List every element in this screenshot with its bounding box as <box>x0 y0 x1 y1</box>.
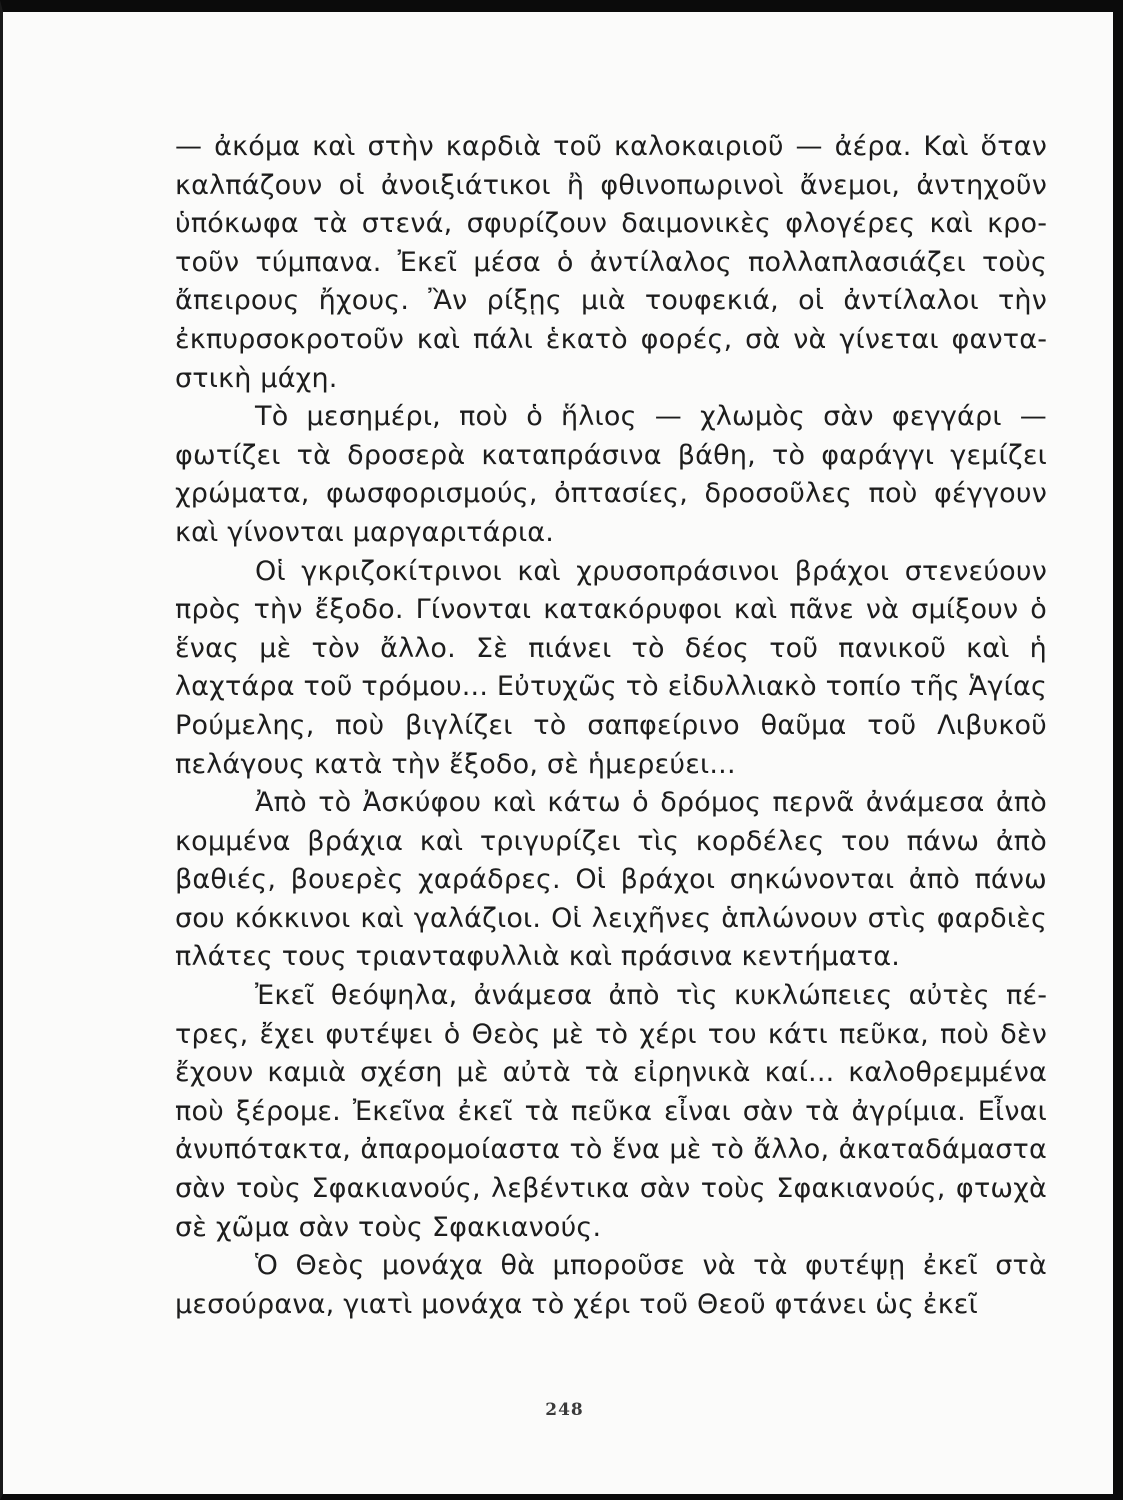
paragraph-god: Ὁ Θεὸς μονάχα θὰ μποροῦσε νὰ τὰ φυτέψῃ ἐκεῖ στὰ μεσούρανα, γιατὶ μονάχα τὸ χέρι τοῦ Θεοῦ φτάνει ὡς ἐκεῖ <box>175 1250 1047 1320</box>
paragraph-continuation: — ἀκόμα καὶ στὴν καρδιὰ τοῦ καλοκαιριοῦ — ἀέρα. Καὶ ὅταν καλπάζουν οἱ ἀνοιξιάτικοι ἢ φθινοπωρινοὶ ἄνεμοι, ἀντηχοῦν ὑπόκωφα τὰ στενά, σφυρίζουν δαιμονικὲς φλογέρες καὶ κροτοῦν τύμπανα. Ἐκεῖ μέσα ὁ ἀντίλαλος πολλαπλασιάζει τοὺς ἄπειρους ἤχους. Ἂν ρίξῃς μιὰ τουφεκιά, οἱ ἀντίλαλοι τὴν ἐκπυρσοκροτοῦν καὶ πάλι ἑκατὸ φορές, σὰ νὰ γίνεται φανταστικὴ μάχη. <box>175 131 1047 394</box>
page-number: 248 <box>545 1400 584 1420</box>
paragraph-noon: Τὸ μεσημέρι, ποὺ ὁ ἥλιος — χλωμὸς σὰν φεγγάρι — φωτίζει τὰ δροσερὰ καταπράσινα βάθη, τὸ φαράγγι γεμίζει χρώματα, φωσφορισμούς, ὀπτασίες, δροσοῦλες ποὺ φέγγουν καὶ γίνονται μαργαριτάρια. <box>175 401 1047 548</box>
page-body-text <box>175 128 1047 1324</box>
paragraph-pines: Ἐκεῖ θεόψηλα, ἀνάμεσα ἀπὸ τὶς κυκλώπειες αὐτὲς πέτρες, ἔχει φυτέψει ὁ Θεὸς μὲ τὸ χέρι του κάτι πεῦκα, ποὺ δὲν ἔχουν καμιὰ σχέση μὲ αὐτὰ τὰ εἰρηνικὰ καί... καλοθρεμμένα ποὺ ξέρομε. Ἐκεῖνα ἐκεῖ τὰ πεῦκα εἶναι σὰν τὰ ἀγρίμια. Εἶναι ἀνυπότακτα, ἀπαρομοίαστα τὸ ἕνα μὲ τὸ ἄλλο, ἀκαταδάμαστα σὰν τοὺς Σφακιανούς, λεβέντικα σὰν τοὺς Σφακιανούς, φτωχὰ σὲ χῶμα σὰν τοὺς Σφακιανούς. <box>175 980 1047 1243</box>
paragraph-askyfou: Ἀπὸ τὸ Ἀσκύφου καὶ κάτω ὁ δρόμος περνᾶ ἀνάμεσα ἀπὸ κομμένα βράχια καὶ τριγυρίζει τὶς κορδέλες του πάνω ἀπὸ βαθιές, βουερὲς χαράδρες. Οἱ βράχοι σηκώνονται ἀπὸ πάνω σου κόκκινοι καὶ γαλάζιοι. Οἱ λειχῆνες ἁπλώνουν στὶς φαρδιὲς πλάτες τους τριανταφυλλιὰ καὶ πράσινα κεντήματα. <box>175 787 1047 973</box>
paragraph-rocks: Οἱ γκριζοκίτρινοι καὶ χρυσοπράσινοι βράχοι στενεύουν πρὸς τὴν ἔξοδο. Γίνονται κατακόρυφοι καὶ πᾶνε νὰ σμίξουν ὁ ἕνας μὲ τὸν ἄλλο. Σὲ πιάνει τὸ δέος τοῦ πανικοῦ καὶ ἡ λαχτάρα τοῦ τρόμου... Εὐτυχῶς τὸ εἰδυλλιακὸ τοπίο τῆς Ἁγίας Ρούμελης, ποὺ βιγλίζει τὸ σαπφείρινο θαῦμα τοῦ Λιβυκοῦ πελάγους κατὰ τὴν ἔξοδο, σὲ ἡμερεύει... <box>175 555 1047 780</box>
